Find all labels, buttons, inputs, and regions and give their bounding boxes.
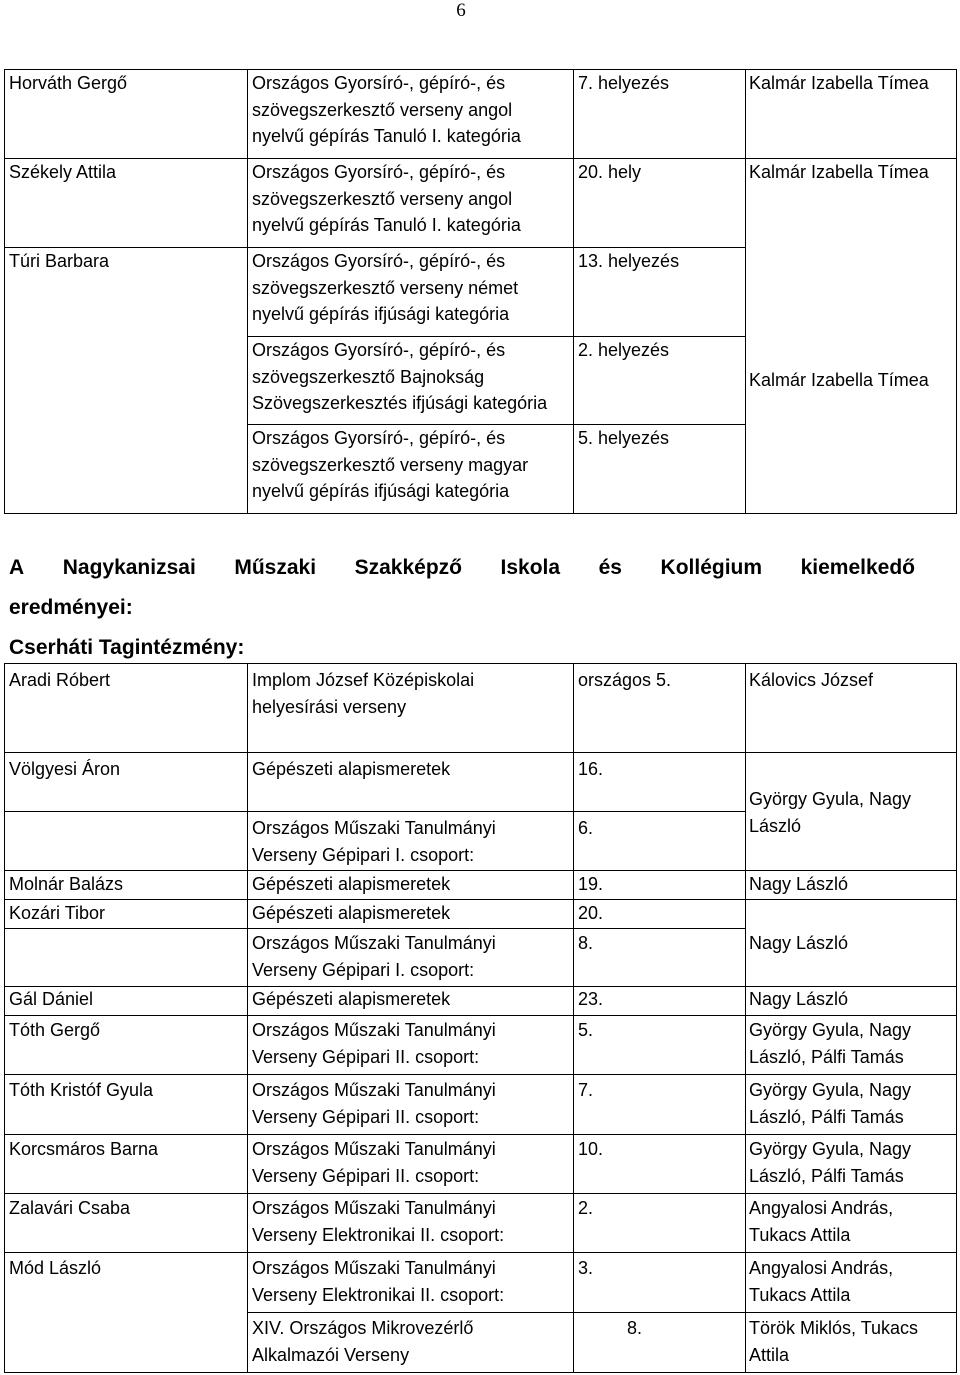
competition-line: szövegszerkesztő Bajnokság bbox=[252, 367, 485, 387]
teacher: Kalmár Izabella Tímea bbox=[749, 162, 929, 182]
teacher: György Gyula, Nagy bbox=[749, 1020, 912, 1040]
competition-line: Verseny Gépipari II. csoport: bbox=[252, 1047, 480, 1067]
competition-line: Országos Gyorsíró-, gépíró-, és bbox=[252, 428, 506, 448]
competition-line: XIV. Országos Mikrovezérlő bbox=[252, 1318, 474, 1338]
competition-line: nyelvű gépírás ifjúsági kategória bbox=[252, 304, 510, 324]
teacher: László, Pálfi Tamás bbox=[749, 1166, 904, 1186]
teacher: Török Miklós, Tukacs bbox=[749, 1318, 919, 1338]
table-row-name: Székely Attila bbox=[9, 162, 117, 182]
heading-word: Kollégium bbox=[660, 556, 763, 579]
teacher: László, Pálfi Tamás bbox=[749, 1047, 904, 1067]
result: 7. helyezés bbox=[578, 73, 670, 93]
heading-word: Iskola bbox=[500, 556, 561, 579]
teacher: Kalmár Izabella Tímea bbox=[749, 370, 929, 390]
competition-line: Országos Gyorsíró-, gépíró-, és bbox=[252, 162, 506, 182]
competition-line: Országos Gyorsíró-, gépíró-, és bbox=[252, 340, 506, 360]
competition-line: Verseny Gépipari I. csoport: bbox=[252, 845, 475, 865]
table-row-name: Túri Barbara bbox=[9, 251, 110, 271]
result: 8. bbox=[627, 1318, 643, 1338]
teacher: Tukacs Attila bbox=[749, 1225, 851, 1245]
result: 20. bbox=[578, 903, 604, 923]
competition-line: Verseny Gépipari I. csoport: bbox=[252, 960, 475, 980]
heading-word: kiemelkedő bbox=[800, 556, 915, 579]
table-row-name: Mód László bbox=[9, 1258, 102, 1278]
teacher: Nagy László bbox=[749, 989, 849, 1009]
competition-line: nyelvű gépírás Tanuló I. kategória bbox=[252, 215, 521, 235]
result: 3. bbox=[578, 1258, 594, 1278]
competition-line: Verseny Elektronikai II. csoport: bbox=[252, 1225, 505, 1245]
table-row-name: Zalavári Csaba bbox=[9, 1198, 131, 1218]
result: országos 5. bbox=[578, 670, 672, 690]
competition-line: Gépészeti alapismeretek bbox=[252, 903, 451, 923]
competition-line: Gépészeti alapismeretek bbox=[252, 989, 451, 1009]
table-row-name: Tóth Kristóf Gyula bbox=[9, 1080, 154, 1100]
heading-word: Nagykanizsai bbox=[62, 556, 196, 579]
competition-line: Országos Műszaki Tanulmányi bbox=[252, 1258, 496, 1278]
result: 6. bbox=[578, 818, 594, 838]
table-row-name: Korcsmáros Barna bbox=[9, 1139, 159, 1159]
result: 2. bbox=[578, 1198, 594, 1218]
heading-word: A bbox=[9, 556, 25, 579]
section-heading bbox=[9, 556, 915, 580]
teacher: Kálovics József bbox=[749, 670, 874, 690]
teacher: Nagy László bbox=[749, 874, 849, 894]
result: 23. bbox=[578, 989, 604, 1009]
heading-word: és bbox=[598, 556, 622, 579]
teacher: Nagy László bbox=[749, 933, 849, 953]
teacher: László, Pálfi Tamás bbox=[749, 1107, 904, 1127]
teacher: Attila bbox=[749, 1345, 790, 1365]
teacher: Angyalosi András, bbox=[749, 1198, 894, 1218]
competition-line: szövegszerkesztő verseny német bbox=[252, 278, 519, 298]
competition-line: helyesírási verseny bbox=[252, 697, 407, 717]
subsection-heading: Cserháti Tagintézmény: bbox=[9, 636, 245, 659]
competition-line: Országos Műszaki Tanulmányi bbox=[252, 1198, 496, 1218]
competition-line: Országos Műszaki Tanulmányi bbox=[252, 1080, 496, 1100]
page-number: 6 bbox=[456, 0, 466, 21]
competition-line: Országos Műszaki Tanulmányi bbox=[252, 818, 496, 838]
result: 10. bbox=[578, 1139, 604, 1159]
result: 13. helyezés bbox=[578, 251, 680, 271]
heading-word: Szakképző bbox=[354, 556, 462, 579]
competition-line: nyelvű gépírás Tanuló I. kategória bbox=[252, 126, 521, 146]
teacher: György Gyula, Nagy bbox=[749, 1080, 912, 1100]
result: 19. bbox=[578, 874, 604, 894]
competition-line: szövegszerkesztő verseny angol bbox=[252, 100, 513, 120]
result: 7. bbox=[578, 1080, 594, 1100]
result: 8. bbox=[578, 933, 594, 953]
competition-line: Országos Műszaki Tanulmányi bbox=[252, 1020, 496, 1040]
table-row-name: Horváth Gergő bbox=[9, 73, 128, 93]
table-row-name: Gál Dániel bbox=[9, 989, 94, 1009]
teacher: Tukacs Attila bbox=[749, 1285, 851, 1305]
result: 20. hely bbox=[578, 162, 642, 182]
result: 5. bbox=[578, 1020, 594, 1040]
competition-line: Verseny Gépipari II. csoport: bbox=[252, 1107, 480, 1127]
competition-line: Gépészeti alapismeretek bbox=[252, 874, 451, 894]
teacher: György Gyula, Nagy bbox=[749, 789, 912, 809]
competition-line: Országos Gyorsíró-, gépíró-, és bbox=[252, 251, 506, 271]
competition-line: Verseny Gépipari II. csoport: bbox=[252, 1166, 480, 1186]
table-row-name: Molnár Balázs bbox=[9, 874, 124, 894]
table-row-name: Aradi Róbert bbox=[9, 670, 111, 690]
teacher: Kalmár Izabella Tímea bbox=[749, 73, 929, 93]
competition-line: Gépészeti alapismeretek bbox=[252, 759, 451, 779]
heading-word: Műszaki bbox=[234, 556, 317, 579]
competition-line: Szövegszerkesztés ifjúsági kategória bbox=[252, 393, 548, 413]
teacher: György Gyula, Nagy bbox=[749, 1139, 912, 1159]
competition-line: szövegszerkesztő verseny magyar bbox=[252, 455, 529, 475]
table-row-name: Völgyesi Áron bbox=[9, 759, 121, 779]
section-heading-line2: eredményei: bbox=[9, 596, 133, 619]
competition-line: Országos Műszaki Tanulmányi bbox=[252, 1139, 496, 1159]
table-row-name: Tóth Gergő bbox=[9, 1020, 101, 1040]
table-row-name: Kozári Tibor bbox=[9, 903, 106, 923]
competition-line: Országos Műszaki Tanulmányi bbox=[252, 933, 496, 953]
teacher: László bbox=[749, 816, 802, 836]
competition-line: Verseny Elektronikai II. csoport: bbox=[252, 1285, 505, 1305]
result: 16. bbox=[578, 759, 604, 779]
result: 5. helyezés bbox=[578, 428, 670, 448]
teacher: Angyalosi András, bbox=[749, 1258, 894, 1278]
result: 2. helyezés bbox=[578, 340, 670, 360]
competition-line: szövegszerkesztő verseny angol bbox=[252, 189, 513, 209]
competition-line: Implom József Középiskolai bbox=[252, 670, 475, 690]
competition-line: Országos Gyorsíró-, gépíró-, és bbox=[252, 73, 506, 93]
competition-line: Alkalmazói Verseny bbox=[252, 1345, 410, 1365]
competition-line: nyelvű gépírás ifjúsági kategória bbox=[252, 481, 510, 501]
